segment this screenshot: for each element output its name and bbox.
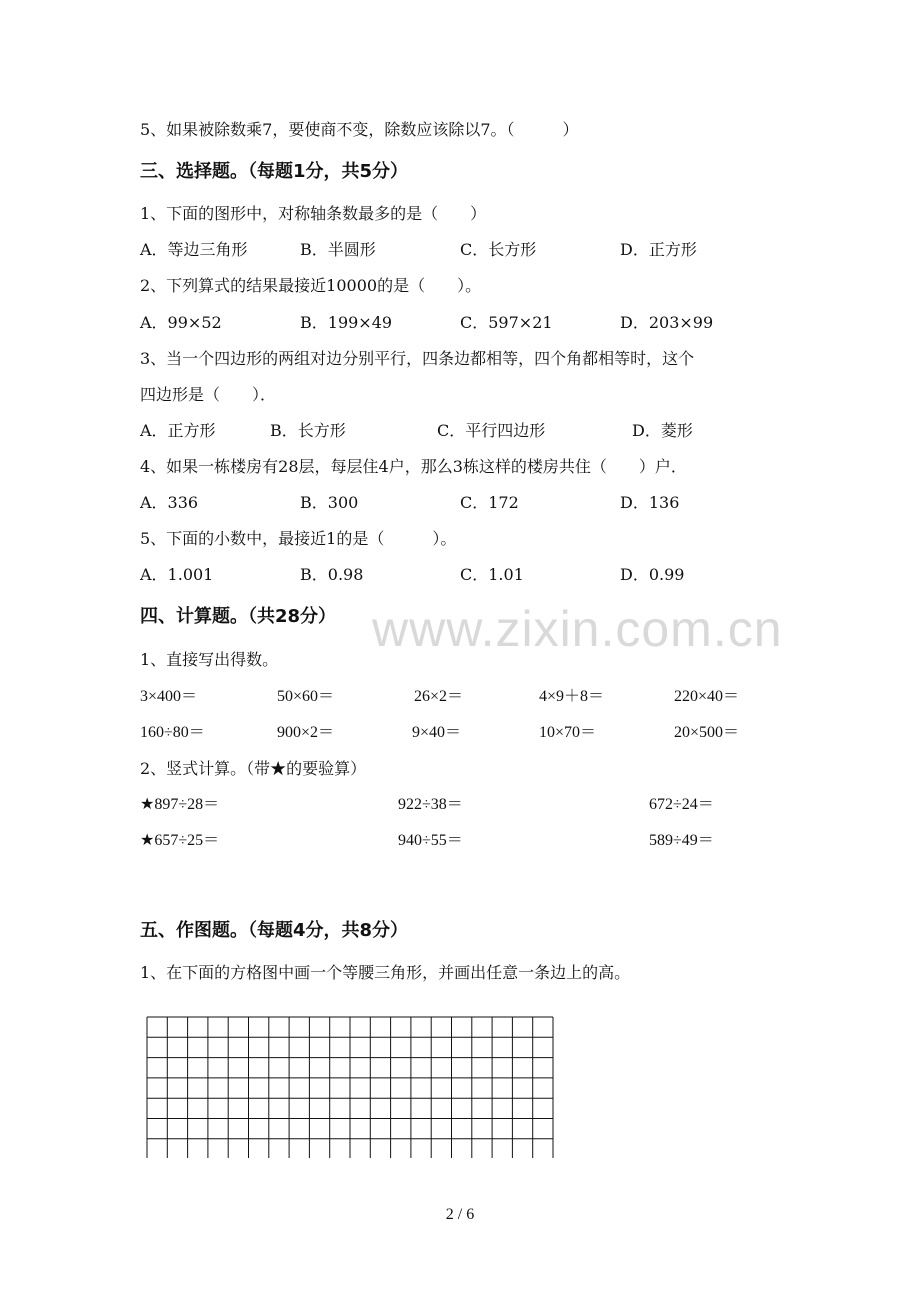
choice-q3-d: D．菱形 (632, 421, 693, 440)
choice-q2-a: A．99×52 (140, 313, 222, 332)
choice-q5-c: C．1.01 (460, 565, 524, 584)
vertical-calc-item: ★897÷28＝ (140, 796, 220, 813)
choice-q3-stem-line1: 3、当一个四边形的两组对边分别平行，四条边都相等，四个角都相等时，这个 (140, 349, 695, 368)
vertical-calc-item: 940÷55＝ (398, 832, 463, 849)
choice-q1-a: A．等边三角形 (140, 240, 248, 259)
choice-q1-b: B．半圆形 (300, 240, 376, 259)
choice-q4-stem: 4、如果一栋楼房有28层，每层住4户，那么3栋这样的楼房共住（ ）户． (140, 457, 687, 476)
choice-q5-b: B．0.98 (300, 565, 364, 584)
choice-q5-stem: 5、下面的小数中，最接近1的是（ ）。 (140, 529, 457, 548)
oral-calc-item: 3×400＝ (140, 688, 198, 705)
page-number: 2 / 6 (445, 1206, 475, 1223)
choice-q4-b: B．300 (300, 493, 359, 512)
vertical-calc-item: ★657÷25＝ (140, 832, 220, 849)
choice-q4-a: A．336 (140, 493, 199, 512)
choice-q4-c: C．172 (460, 493, 519, 512)
oral-calc-item: 220×40＝ (674, 688, 740, 705)
choice-q2-stem: 2、下列算式的结果最接近10000的是（ ）。 (140, 276, 482, 295)
choice-q1-stem: 1、下面的图形中，对称轴条数最多的是（ ） (140, 204, 487, 223)
choice-q3-a: A．正方形 (140, 421, 216, 440)
calc-q1-stem: 1、直接写出得数。 (140, 650, 279, 669)
calc-q2-stem: 2、竖式计算。（带★的要验算） (140, 759, 367, 778)
choice-q5-a: A．1.001 (140, 565, 214, 584)
oral-calc-item: 10×70＝ (539, 724, 597, 741)
section-5-title: 五、作图题。（每题4分，共8分） (140, 920, 409, 941)
choice-q3-b: B．长方形 (270, 421, 346, 440)
watermark: www.zixin.com.cn (372, 601, 783, 657)
choice-q3-stem-line2: 四边形是（ ）． (140, 385, 277, 404)
section-4-title: 四、计算题。（共28分） (140, 606, 337, 627)
oral-calc-item: 160÷80＝ (140, 724, 205, 741)
choice-q2-d: D．203×99 (620, 313, 714, 332)
choice-q2-c: C．597×21 (460, 313, 553, 332)
vertical-calc-item: 922÷38＝ (398, 796, 463, 813)
oral-calc-item: 20×500＝ (674, 724, 740, 741)
choice-q3-c: C．平行四边形 (437, 421, 546, 440)
section-3-title: 三、选择题。（每题1分，共5分） (140, 161, 409, 182)
vertical-calc-item: 589÷49＝ (649, 832, 714, 849)
choice-q5-d: D．0.99 (620, 565, 685, 584)
square-grid[interactable] (146, 1016, 555, 1158)
choice-q1-d: D．正方形 (620, 240, 697, 259)
oral-calc-item: 50×60＝ (277, 688, 335, 705)
oral-calc-item: 900×2＝ (277, 724, 335, 741)
drawing-q1-stem: 1、在下面的方格图中画一个等腰三角形，并画出任意一条边上的高。 (140, 963, 631, 982)
oral-calc-item: 9×40＝ (412, 724, 462, 741)
choice-q4-d: D．136 (620, 493, 680, 512)
vertical-calc-item: 672÷24＝ (649, 796, 714, 813)
question-5-judgement: 5、如果被除数乘7，要使商不变，除数应该除以7。（ ） (140, 120, 579, 139)
choice-q1-c: C．长方形 (460, 240, 537, 259)
oral-calc-item: 4×9＋8＝ (539, 688, 605, 705)
oral-calc-item: 26×2＝ (414, 688, 464, 705)
choice-q2-b: B．199×49 (300, 313, 393, 332)
